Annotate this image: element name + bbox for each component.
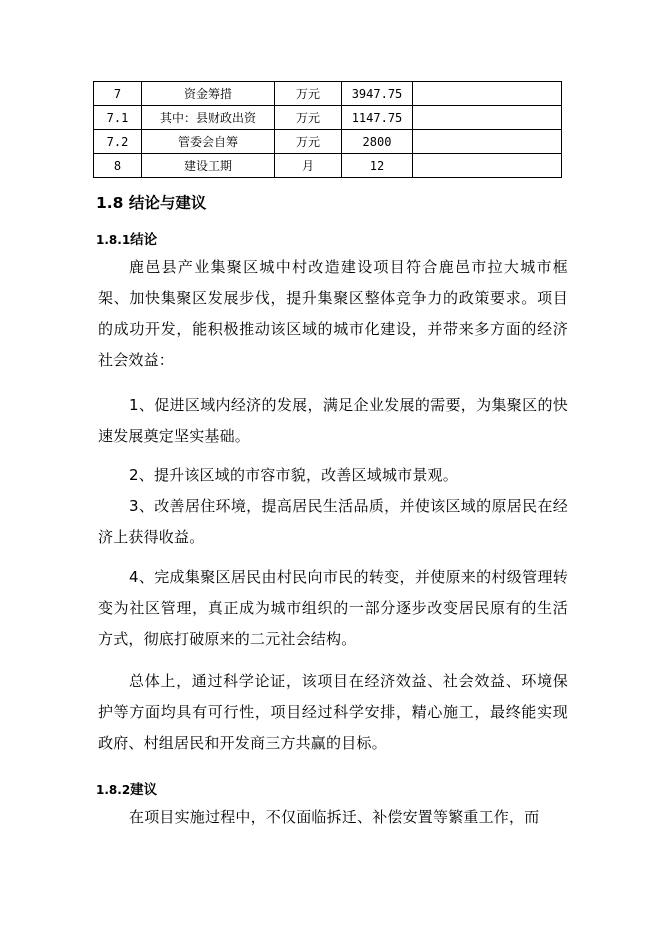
conclusion-paragraph: 鹿邑县产业集聚区城中村改造建设项目符合鹿邑市拉大城市框架、加快集聚区发展步伐，提升集聚区整体竞争力的政策要求。项目的成功开发，能积极推动该区域的城市化建设，并带来多方面的经济社会效益：: [98, 258, 568, 369]
row-number: 7: [94, 82, 142, 106]
row-unit: 月: [275, 154, 342, 178]
table-row: [94, 130, 562, 154]
table-row: [94, 82, 562, 106]
suggestion-title: 建议: [130, 782, 158, 798]
row-note: [413, 106, 562, 130]
table-row: [94, 106, 562, 130]
section-heading: [96, 191, 206, 213]
section-title: 结论与建议: [128, 194, 207, 212]
conclusion-paragraph: 1、促进区域内经济的发展，满足企业发展的需要，为集聚区的快速发展奠定坚实基础。: [98, 396, 568, 445]
row-value: 2800: [342, 130, 413, 154]
row-unit: 万元: [275, 82, 342, 106]
suggestion-paragraph: 在项目实施过程中，不仅面临拆迁、补偿安置等繁重工作，而: [129, 808, 540, 826]
table-row: [94, 154, 562, 178]
conclusion-title: 结论: [130, 232, 158, 248]
row-number: 7.2: [94, 130, 142, 154]
suggestion-number: 1.8.2: [96, 783, 131, 797]
conclusion-paragraph: 2、提升该区域的市容市貌，改善区域城市景观。: [129, 466, 458, 484]
row-value: 1147.75: [342, 106, 413, 130]
row-item: 其中：县财政出资: [142, 106, 275, 130]
row-note: [413, 82, 562, 106]
row-item: 建设工期: [142, 154, 275, 178]
budget-table: [93, 81, 562, 178]
row-item: 管委会自筹: [142, 130, 275, 154]
conclusion-paragraph: 总体上，通过科学论证，该项目在经济效益、社会效益、环境保护等方面均具有可行性，项目经过科学安排，精心施工，最终能实现政府、村组居民和开发商三方共赢的目标。: [98, 672, 568, 752]
conclusion-paragraph: 4、完成集聚区居民由村民向市民的转变，并使原来的村级管理转变为社区管理，真正成为城市组织的一部分逐步改变居民原有的生活方式，彻底打破原来的二元社会结构。: [98, 568, 568, 648]
row-unit: 万元: [275, 106, 342, 130]
row-note: [413, 130, 562, 154]
suggestion-heading: [96, 778, 157, 798]
row-number: 7.1: [94, 106, 142, 130]
conclusion-number: 1.8.1: [96, 233, 131, 247]
row-unit: 万元: [275, 130, 342, 154]
row-number: 8: [94, 154, 142, 178]
row-note: [413, 154, 562, 178]
conclusion-paragraph: 3、改善居住环境，提高居民生活品质，并使该区域的原居民在经济上获得收益。: [98, 497, 568, 546]
conclusion-heading: [96, 228, 157, 248]
row-item: 资金筹措: [142, 82, 275, 106]
section-number: 1.8: [96, 194, 124, 212]
row-value: 12: [342, 154, 413, 178]
row-value: 3947.75: [342, 82, 413, 106]
